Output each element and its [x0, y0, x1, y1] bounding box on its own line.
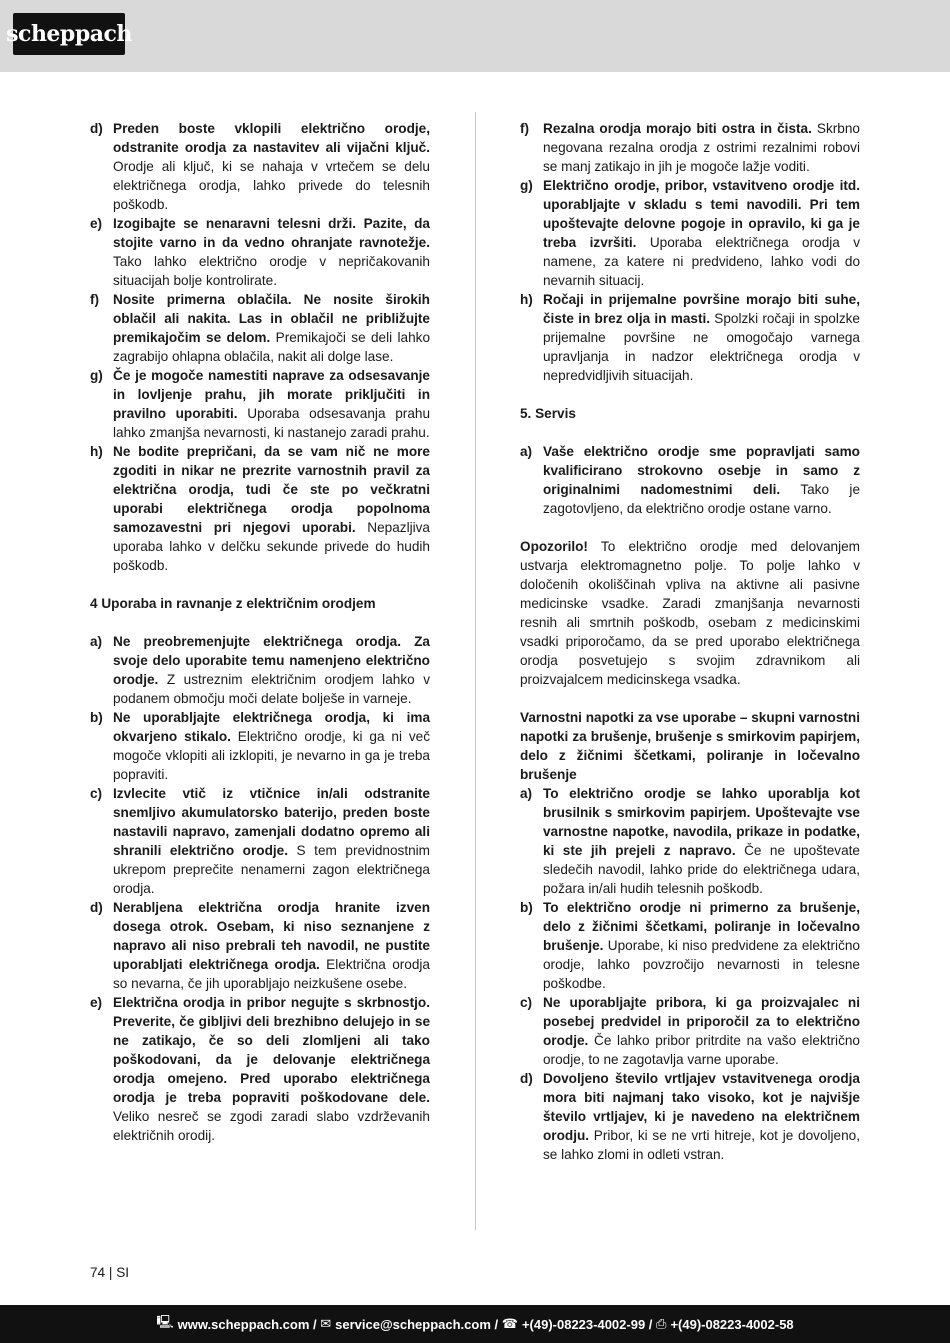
list-item-text [113, 442, 430, 575]
regular-text: Pribor, ki se ne vrti hitreje, kot je dovoljeno, se lahko zlomi in odleti vstran. [543, 1128, 860, 1162]
regular-text: Z ustreznim električnim orodjem lahko v podanem območju moči delate bolješe in varneje. [113, 672, 430, 706]
regular-text: Veliko nesreč se zgodi zaradi slabo vzdrževanih električnih orodij. [113, 1109, 430, 1143]
section-4-title: 4 Uporaba in ravnanje z električnim orodjem [90, 596, 376, 611]
brand-logo: scheppach [13, 13, 125, 55]
regular-text: Uporaba odsesavanja prahu lahko zmanjša nevarnosti, ki nastanejo zaradi prahu. [113, 406, 431, 440]
bold-text: To električno orodje ni primerno za brušenje, delo z žičnimi ščetkami, poliranje in ločevalno brušenje. [543, 900, 860, 953]
list-marker: e) [90, 216, 103, 231]
list-item-text [543, 290, 860, 385]
list-item-text [543, 1069, 860, 1164]
regular-text: Premikajoči se deli lahko zagrabijo ohlapna oblačila, nakit ali dolge lase. [113, 330, 431, 364]
footer-bar [0, 1305, 950, 1343]
list-marker: f) [520, 121, 530, 136]
list-item [90, 366, 430, 442]
section-5-list [520, 442, 860, 518]
header-bar [0, 0, 950, 72]
list-marker: b) [520, 900, 533, 915]
list-marker: b) [90, 710, 103, 725]
list-item-text [543, 442, 860, 518]
list-item [520, 993, 860, 1069]
safety-list-right [520, 119, 860, 385]
list-item-text [543, 119, 860, 176]
bold-text: Če je mogoče namestiti naprave za odsesavanje in lovljenje prahu, jih morate priključiti in pravilno uporabiti. [113, 368, 430, 421]
footer-phone: +(49)-08223-4002-99 / [521, 1316, 653, 1332]
regular-text: Orodje ali ključ, ki se nahaja v vrtečem se delu električnega orodja, lahko privede do telesnih poškodb. [113, 159, 430, 212]
bold-text: Nerabljena električna orodja hranite izven dosega otrok. Osebam, ki niso seznanjene z napravo ali niso prebrali teh navodil, ne pustite uporabljati električnega orodja. [113, 900, 430, 972]
list-item-text [113, 898, 430, 993]
right-column [520, 119, 860, 1164]
list-item [520, 442, 860, 518]
list-item [90, 214, 430, 290]
regular-text: Če lahko pribor pritrdite na vašo električno orodje, to ne zagotavlja varne uporabe. [543, 1033, 860, 1067]
page-number: 74 | SI [90, 1265, 130, 1280]
list-item [90, 442, 430, 575]
list-item [90, 290, 430, 366]
list-item-text [543, 784, 860, 898]
regular-text: Tako lahko električno orodje v nepričakovanih situacijah bolje kontrolirate. [113, 254, 430, 288]
list-marker: d) [520, 1071, 533, 1086]
list-item [90, 119, 430, 214]
warning-label: Opozorilo! [520, 539, 588, 554]
footer-website[interactable]: www.scheppach.com / [177, 1316, 317, 1332]
bold-text: Izogibajte se nenaravni telesni drži. Pazite, da stojite varno in da vedno ohranjate ravnotežje. [113, 216, 430, 250]
bold-text: Ne preobremenjujte električnega orodja. Za svoje delo uporabite temu namenjeno električno orodje. [113, 634, 430, 687]
list-marker: g) [520, 178, 533, 193]
section-5-title: 5. Servis [520, 406, 576, 421]
section-4-list [90, 632, 430, 1145]
safety-list-left [90, 119, 430, 575]
list-item [90, 784, 430, 898]
list-item-text [543, 898, 860, 993]
regular-text: Nepazljiva uporaba lahko v delčku sekunde privede do hudih poškodb. [113, 520, 430, 573]
list-item-text [113, 784, 430, 898]
list-marker: d) [90, 121, 103, 136]
list-marker: a) [90, 634, 103, 649]
list-item [520, 898, 860, 993]
list-item [520, 290, 860, 385]
grinding-list [520, 784, 860, 1164]
bold-text: Ne uporabljajte električnega orodja, ki ima okvarjeno stikalo. [113, 710, 430, 744]
list-marker: a) [520, 444, 533, 459]
list-marker: d) [90, 900, 103, 915]
list-item-text [113, 214, 430, 290]
list-marker: e) [90, 995, 103, 1010]
bold-text: Nosite primerna oblačila. Ne nosite širokih oblačil ali nakita. Las in oblačil ne približujte premikajočim se delom. [113, 292, 430, 345]
bold-text: Ročaji in prijemalne površine morajo biti suhe, čiste in brez olja in masti. [543, 292, 860, 326]
list-item [520, 784, 860, 898]
regular-text: Uporaba električnega orodja v namene, za katere ni predvideno, lahko vodi do nevarnih situacij. [543, 235, 861, 288]
list-item [520, 176, 860, 290]
list-item [520, 119, 860, 176]
list-marker: c) [520, 995, 533, 1010]
phone-icon: ☎ [501, 1316, 518, 1331]
bold-text: To električno orodje se lahko uporablja kot brusilnik s smirkovim papirjem. Upoštevajte vse varnostne napotke, navodila, prikaze in podatke, ki ste jih prejeli z napravo. [543, 786, 860, 858]
list-marker: h) [90, 444, 103, 459]
regular-text: Če ne upoštevate sledečih navodil, lahko pride do električnega udara, požara in/ali hudih telesnih poškodb. [543, 843, 860, 896]
regular-text: Električno orodje, ki ga ni več mogoče vklopiti ali izklopiti, je nevarno in ga je treba popraviti. [113, 729, 430, 782]
regular-text: Električna orodja so nevarna, če jih uporabljajo neizkušene osebe. [113, 957, 430, 991]
warning-text: To električno orodje med delovanjem ustvarja elektromagnetno polje. To polje lahko v določenih okoliščinah vpliva na aktivne ali pasivne medicinske vsadke. Zaradi zmanjšanja nevarnosti resnih ali smrtnih poškodb, osebam z medicinskimi vsadki priporočamo, da se pred uporabo električnega orodja posvetujejo s svojim zdravnikom ali proizvajalcem medicinskega vsadka. [520, 539, 860, 687]
list-item-text [113, 290, 430, 366]
list-marker: a) [520, 786, 533, 801]
footer-fax: +(49)-08223-4002-58 [670, 1316, 794, 1332]
list-item-text [113, 993, 430, 1145]
list-item-text [113, 708, 430, 784]
bold-text: Dovoljeno število vrtljajev vstavitvenega orodja mora biti najmanj tako visoko, kot je najvišje število vrtljajev, ki je navedeno na električnem orodju. [543, 1071, 860, 1143]
warning-paragraph [520, 537, 860, 689]
bold-text: Vaše električno orodje sme popravljati samo kvalificirano strokovno osebje in samo z originalnimi nadomestnimi deli. [543, 444, 860, 497]
regular-text: Spolzki ročaji in spolzke prijemalne površine ne omogočajo varnega upravljanja in nadzor električnega orodja v nepredvidljivih situacijah. [543, 311, 860, 383]
grinding-title: Varnostni napotki za vse uporabe – skupni varnostni napotki za brušenje, brušenje s smirkovim papirjem, delo z žičnimi ščetkami, poliranje in ločevalno brušenje [520, 710, 860, 782]
computer-icon: 🖳 [156, 1314, 174, 1329]
list-item-text [543, 993, 860, 1069]
list-item [520, 1069, 860, 1164]
mail-icon: ✉ [320, 1316, 332, 1331]
bold-text: Električno orodje, pribor, vstavitveno orodje itd. uporabljajte v skladu s temi navodili. Pri tem upoštevajte delovne pogoje in opravilo, ki ga je treba izvršiti. [543, 178, 860, 250]
bold-text: Izvlecite vtič iz vtičnice in/ali odstranite snemljivo akumulatorsko baterijo, preden boste nastavili napravo, zamenjali dodatno opremo ali shranili električno orodje. [113, 786, 430, 858]
regular-text: Tako je zagotovljeno, da električno orodje ostane varno. [543, 482, 861, 516]
left-column [90, 119, 430, 1145]
bold-text: Električna orodja in pribor negujte s skrbnostjo. Preverite, če gibljivi deli brezhibno delujejo in se ne zatikajo, če so deli zlomljeni ali tako poškodovani, da je delovanje električnega orodja omejeno. Pred uporabo električnega orodja je treba popraviti poškodovane dele. [113, 995, 430, 1105]
column-divider [475, 112, 476, 1230]
bold-text: Ne uporabljajte pribora, ki ga proizvajalec ni posebej predvidel in priporočil za to električno orodje. [543, 995, 860, 1048]
list-marker: c) [90, 786, 103, 801]
regular-text: Uporabe, ki niso predvidene za električno orodje, lahko povzročijo nevarnosti in telesne poškodbe. [543, 938, 860, 991]
bold-text: Preden boste vklopili električno orodje, odstranite orodja za nastavitev ali vijačni ključ. [113, 121, 430, 155]
list-marker: g) [90, 368, 103, 383]
bold-text: Ne bodite prepričani, da se vam nič ne more zgoditi in nikar ne prezrite varnostnih pravil za električna orodja, tudi če ste po večkratni uporabi električnega orodja popolnoma samozavestni pri njegovi uporabi. [113, 444, 430, 535]
footer-email[interactable]: service@scheppach.com / [335, 1316, 499, 1332]
regular-text: Skrbno negovana rezalna orodja z ostrimi rezalnimi robovi se manj zatikajo in jih je mogoče lažje voditi. [543, 121, 860, 174]
list-item-text [543, 176, 860, 290]
fax-icon: ⎙ [656, 1316, 667, 1331]
list-marker: h) [520, 292, 533, 307]
list-item [90, 993, 430, 1145]
list-item-text [113, 366, 430, 442]
bold-text: Rezalna orodja morajo biti ostra in čista. [543, 121, 812, 136]
list-item-text [113, 632, 430, 708]
list-item [90, 898, 430, 993]
list-item-text [113, 119, 430, 214]
list-marker: f) [90, 292, 100, 307]
regular-text: S tem previdnostnim ukrepom preprečite nenamerni zagon električnega orodja. [113, 843, 431, 896]
list-item [90, 708, 430, 784]
list-item [90, 632, 430, 708]
